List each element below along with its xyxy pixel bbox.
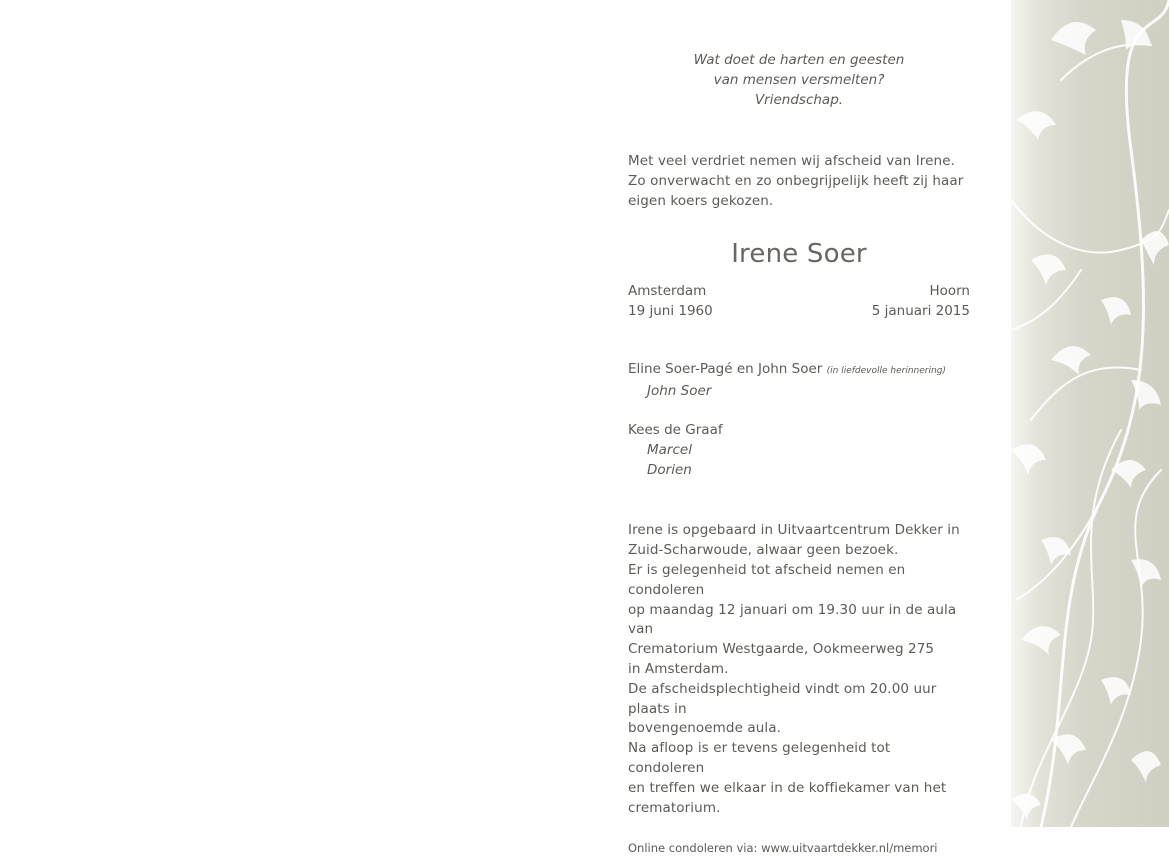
- funeral-line: Er is gelegenheid tot afscheid nemen en condoleren: [628, 561, 906, 598]
- poem-line: Vriendschap.: [754, 92, 844, 108]
- deceased-name: Irene Soer: [731, 239, 867, 270]
- birth-date: 19 juni 1960: [628, 303, 713, 320]
- poem-line: Wat doet de harten en geesten: [693, 52, 905, 68]
- life-dates: [628, 281, 970, 321]
- birth-info: [628, 281, 713, 321]
- funeral-line: Irene is opgebaard in Uitvaartcentrum Dekker in: [628, 522, 960, 539]
- funeral-info: [628, 521, 970, 818]
- online-condolence-link[interactable]: Online condoleren via: www.uitvaartdekker.nl/memori: [628, 841, 938, 856]
- intro-line: Met veel verdriet nemen wij afscheid van Irene.: [628, 153, 956, 169]
- birth-place: Amsterdam: [628, 283, 707, 300]
- parents-names: Eline Soer-Pagé en John Soer: [628, 361, 823, 378]
- family-group-2: Kees de Graaf: [628, 422, 723, 439]
- child-name: John Soer: [647, 383, 712, 400]
- death-info: [872, 281, 970, 321]
- poem: [598, 50, 1000, 110]
- funeral-line: bovengenoemde aula.: [628, 720, 782, 737]
- death-date: 5 januari 2015: [871, 303, 970, 320]
- family-list: [628, 359, 970, 480]
- funeral-line: Crematorium Westgaarde, Ookmeerweg 275: [628, 641, 935, 658]
- funeral-line: Na afloop is er tevens gelegenheid tot condoleren: [628, 740, 891, 776]
- child-name: Dorien: [647, 462, 692, 479]
- funeral-line: De afscheidsplechtigheid vindt om 20.00 uur plaats in: [628, 680, 937, 717]
- botanical-vine-icon: [1011, 0, 1169, 827]
- funeral-line: crematorium.: [628, 799, 721, 816]
- poem-line: van mensen versmelten?: [713, 72, 885, 88]
- family-group-1: [628, 359, 970, 381]
- death-place: Hoorn: [929, 283, 970, 300]
- funeral-line: op maandag 12 januari om 19.30 uur in de aula van: [628, 601, 957, 638]
- funeral-line: Zuid-Scharwoude, alwaar geen bezoek.: [628, 542, 899, 559]
- funeral-line: en treffen we elkaar in de koffiekamer van het: [628, 779, 947, 796]
- intro-paragraph: [628, 152, 970, 211]
- mourning-card-text: [628, 50, 970, 856]
- memorial-note: (in liefdevolle herinnering): [826, 366, 946, 377]
- child-name: Marcel: [647, 442, 692, 459]
- funeral-line: in Amsterdam.: [628, 660, 729, 677]
- botanical-border-decoration: [1011, 0, 1169, 827]
- intro-line: Zo onverwacht en zo onbegrijpelijk heeft zij haar: [628, 172, 964, 189]
- intro-line: eigen koers gekozen.: [628, 192, 774, 209]
